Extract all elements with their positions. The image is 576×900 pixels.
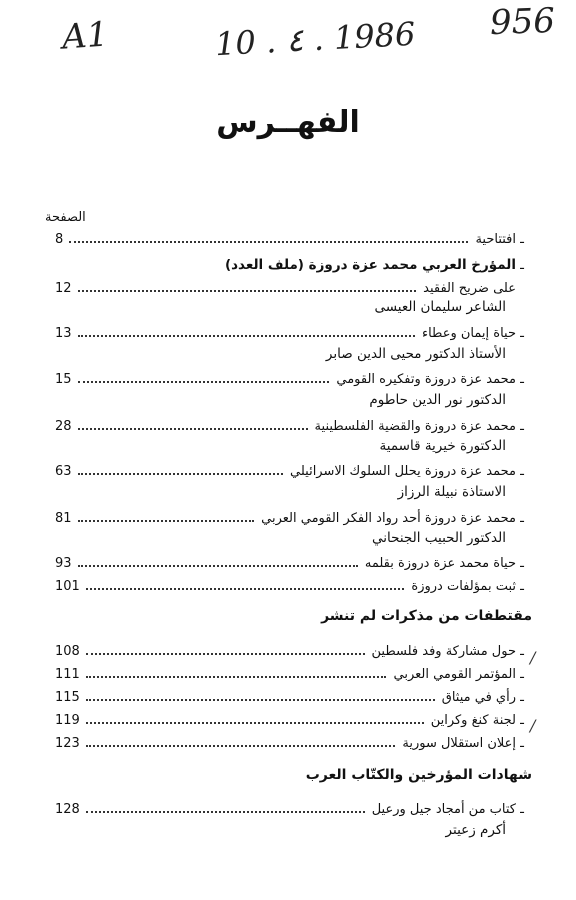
page-number: 123 — [55, 736, 80, 751]
page-number: 93 — [55, 556, 72, 571]
leader-dots — [86, 811, 365, 813]
page-title: الفهــرس — [216, 105, 360, 140]
dash-marker: ـ — [520, 556, 524, 571]
leader-dots — [78, 290, 417, 292]
author-name: الدكتورة خيرية قاسمية — [379, 438, 506, 454]
entry-title: رأي في ميثاق — [441, 690, 516, 705]
dash-marker: ـ — [520, 802, 524, 817]
handwritten-code: A1 — [60, 14, 110, 58]
entry-title: المؤتمر القومي العربي — [393, 667, 516, 682]
page-number: 111 — [55, 667, 80, 682]
toc-entry — [55, 799, 528, 817]
entry-title: على ضريح الفقيد — [423, 281, 516, 296]
toc-entry — [55, 323, 528, 341]
dash-marker: ـ — [520, 667, 524, 682]
page-number: 28 — [55, 419, 72, 434]
entry-title: إعلان استقلال سورية — [402, 736, 516, 751]
margin-tick-mark: / — [530, 648, 536, 667]
page-number: 13 — [55, 326, 72, 341]
entry-title: حياة إيمان وعطاء — [421, 326, 516, 341]
leader-dots — [86, 722, 424, 724]
leader-dots — [78, 473, 283, 475]
author-name: الدكتور الحبيب الجنحاني — [372, 530, 506, 546]
dash-marker: ـ — [520, 713, 524, 728]
leader-dots — [86, 588, 405, 590]
handwritten-number: 956 — [489, 0, 556, 44]
section-heading: شهادات المؤرخين والكتّاب العرب — [305, 767, 532, 783]
dash-marker: ـ — [520, 464, 524, 479]
page-number: 15 — [55, 372, 72, 387]
toc-entry — [55, 553, 528, 571]
dash-marker: ـ — [520, 372, 524, 387]
entry-title: كتاب من أمجاد جيل ورعيل — [371, 802, 516, 817]
leader-dots — [78, 381, 330, 383]
leader-dots — [86, 676, 387, 678]
page-number: 101 — [55, 579, 80, 594]
leader-dots — [69, 241, 468, 243]
toc-entry — [55, 416, 528, 434]
page-number: 115 — [55, 690, 80, 705]
leader-dots — [78, 335, 415, 337]
author-name: أكرم زعيتر — [445, 822, 506, 838]
leader-dots — [86, 653, 365, 655]
dash-marker: ـ — [520, 419, 524, 434]
toc-entry — [55, 733, 528, 751]
dash-marker: ـ — [520, 579, 524, 594]
dash-marker: ـ — [520, 736, 524, 751]
leader-dots — [78, 520, 255, 522]
entry-title: محمد عزة دروزة يحلل السلوك الاسرائيلي — [290, 464, 516, 479]
page-number: 128 — [55, 802, 80, 817]
dash-marker: ـ — [520, 511, 524, 526]
toc-entry — [55, 369, 528, 387]
entry-title: افتتاحية — [475, 232, 516, 247]
dash-marker: ـ — [520, 690, 524, 705]
author-name: الدكتور نور الدين حاطوم — [369, 392, 506, 408]
dash-marker: ـ — [520, 258, 524, 273]
toc-entry — [55, 576, 528, 594]
entry-title: حول مشاركة وفد فلسطين — [371, 644, 516, 659]
toc-entry — [55, 508, 528, 526]
toc-entry — [55, 461, 528, 479]
page-number: 8 — [55, 232, 64, 247]
page-number: 81 — [55, 511, 72, 526]
dash-marker: ـ — [520, 326, 524, 341]
entry-title: محمد عزة دروزة وتفكيره القومي — [336, 372, 516, 387]
author-name: الشاعر سليمان العيسى — [374, 299, 506, 315]
margin-tick-mark: / — [530, 716, 536, 735]
entry-title: محمد عزة دروزة أحد رواد الفكر القومي العربي — [261, 511, 516, 526]
page-number: 119 — [55, 713, 80, 728]
page-number: 108 — [55, 644, 80, 659]
author-name: الاستاذة نبيلة الرزاز — [397, 484, 506, 500]
toc-entry — [55, 664, 528, 682]
page-number: 63 — [55, 464, 72, 479]
leader-dots — [78, 565, 358, 567]
dash-marker: ـ — [520, 232, 524, 247]
entry-title: لجنة كنغ وكراين — [430, 713, 516, 728]
handwritten-date: 10 . ٤ . 1986 — [214, 14, 417, 64]
page-column-header: الصفحة — [45, 210, 86, 225]
toc-entry-heading — [55, 255, 528, 273]
toc-entry — [55, 278, 528, 296]
dash-marker: ـ — [520, 644, 524, 659]
toc-entry — [55, 687, 528, 705]
entry-title: حياة محمد عزة دروزة بقلمه — [364, 556, 516, 571]
entry-title: المؤرخ العربي محمد عزة دروزة (ملف العدد) — [224, 257, 516, 273]
toc-entry — [55, 710, 528, 728]
page-number: 12 — [55, 281, 72, 296]
toc-entry — [55, 229, 528, 247]
leader-dots — [78, 428, 308, 430]
section-heading: مقتطفات من مذكرات لم تنشر — [321, 608, 532, 624]
leader-dots — [86, 745, 396, 747]
entry-title: ثبت بمؤلفات دروزة — [411, 579, 516, 594]
toc-entry — [55, 641, 528, 659]
entry-title: محمد عزة دروزة والقضية الفلسطينية — [314, 419, 516, 434]
author-name: الأستاذ الدكتور محيى الدين صابر — [325, 346, 506, 362]
leader-dots — [86, 699, 435, 701]
